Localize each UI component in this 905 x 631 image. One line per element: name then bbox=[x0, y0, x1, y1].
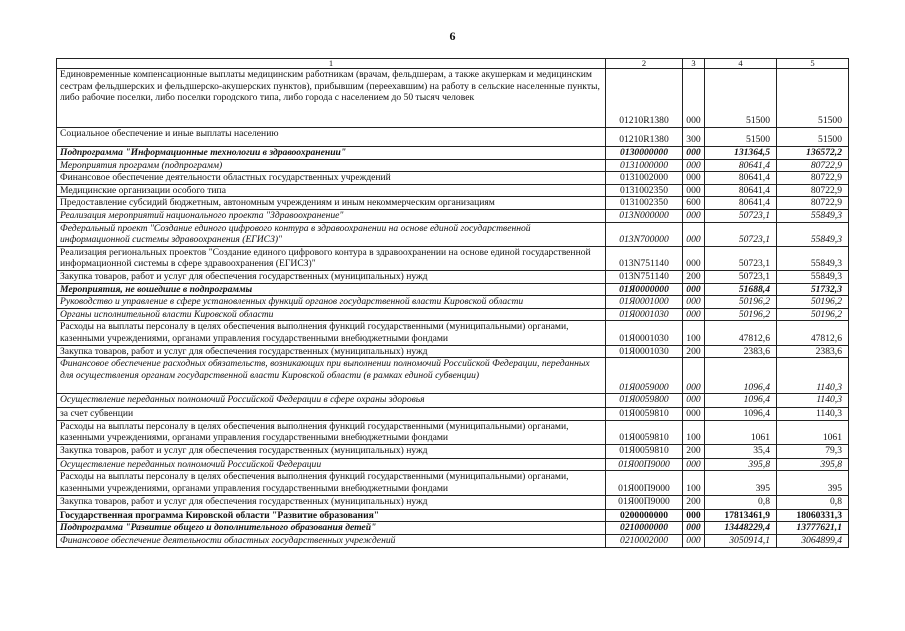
row-code: 0131002350 bbox=[606, 197, 683, 210]
row-code: 01Я00П9000 bbox=[606, 458, 683, 471]
row-description: Реализация региональных проектов "Создание единого цифрового контура в здравоохранении на основе единой государственной информационной системы в сфере здравоохранения (ЕГИСЗ)" bbox=[57, 246, 606, 270]
table-row bbox=[57, 408, 849, 421]
table-row bbox=[57, 209, 849, 222]
row-description: Расходы на выплаты персоналу в целях обеспечения выполнения функций государственными (муниципальными) органами, казенными учреждениями, органами управления государственными внебюджетными фондами bbox=[57, 420, 606, 444]
table-row bbox=[57, 358, 849, 394]
row-amount-2: 0,8 bbox=[777, 495, 849, 509]
row-code: 0210000000 bbox=[606, 522, 683, 535]
row-amount-1: 50723,1 bbox=[705, 209, 777, 222]
table-row bbox=[57, 172, 849, 185]
row-expense-type: 000 bbox=[683, 458, 705, 471]
header-col-description: 1 bbox=[57, 59, 606, 69]
row-amount-2: 136572,2 bbox=[777, 147, 849, 160]
table-row bbox=[57, 394, 849, 408]
row-description: Финансовое обеспечение деятельности областных государственных учреждений bbox=[57, 535, 606, 548]
row-description: Подпрограмма "Информационные технологии в здравоохранении" bbox=[57, 147, 606, 160]
row-description: Закупка товаров, работ и услуг для обеспечения государственных (муниципальных) нужд bbox=[57, 270, 606, 283]
row-expense-type: 000 bbox=[683, 147, 705, 160]
row-expense-type: 000 bbox=[683, 69, 705, 128]
row-expense-type: 200 bbox=[683, 270, 705, 283]
table-row bbox=[57, 246, 849, 270]
row-code: 01Я0059810 bbox=[606, 420, 683, 444]
row-amount-1: 131364,5 bbox=[705, 147, 777, 160]
row-amount-2: 1140,3 bbox=[777, 394, 849, 408]
row-expense-type: 100 bbox=[683, 420, 705, 444]
row-amount-2: 55849,3 bbox=[777, 209, 849, 222]
budget-table bbox=[56, 58, 849, 548]
row-expense-type: 000 bbox=[683, 283, 705, 296]
row-expense-type: 000 bbox=[683, 209, 705, 222]
row-amount-1: 0,8 bbox=[705, 495, 777, 509]
row-expense-type: 200 bbox=[683, 444, 705, 458]
row-description: Осуществление переданных полномочий Российской Федерации bbox=[57, 458, 606, 471]
row-code: 01Я0059810 bbox=[606, 444, 683, 458]
row-expense-type: 000 bbox=[683, 408, 705, 421]
row-amount-1: 50196,2 bbox=[705, 308, 777, 321]
row-code: 013N000000 bbox=[606, 209, 683, 222]
row-expense-type: 000 bbox=[683, 522, 705, 535]
row-amount-2: 80722,9 bbox=[777, 184, 849, 197]
table-row bbox=[57, 296, 849, 309]
row-description: Мероприятия, не вошедшие в подпрограммы bbox=[57, 283, 606, 296]
row-expense-type: 000 bbox=[683, 246, 705, 270]
row-expense-type: 200 bbox=[683, 345, 705, 358]
row-amount-2: 18060331,3 bbox=[777, 509, 849, 522]
header-col-code: 2 bbox=[606, 59, 683, 69]
row-code: 01Я00П9000 bbox=[606, 471, 683, 495]
row-description: Осуществление переданных полномочий Российской Федерации в сфере охраны здоровья bbox=[57, 394, 606, 408]
header-col-amount-1: 4 bbox=[705, 59, 777, 69]
row-amount-2: 51732,3 bbox=[777, 283, 849, 296]
row-code: 01Я0059810 bbox=[606, 408, 683, 421]
header-col-amount-2: 5 bbox=[777, 59, 849, 69]
row-amount-1: 395,8 bbox=[705, 458, 777, 471]
row-amount-2: 50196,2 bbox=[777, 308, 849, 321]
row-amount-2: 13777621,1 bbox=[777, 522, 849, 535]
row-code: 01Я0001030 bbox=[606, 321, 683, 345]
row-amount-1: 80641,4 bbox=[705, 159, 777, 172]
row-description: Финансовое обеспечение деятельности областных государственных учреждений bbox=[57, 172, 606, 185]
row-description: Предоставление субсидий бюджетным, автономным учреждениям и иным некоммерческим организациям bbox=[57, 197, 606, 210]
row-code: 0131000000 bbox=[606, 159, 683, 172]
table-row bbox=[57, 184, 849, 197]
row-amount-2: 55849,3 bbox=[777, 246, 849, 270]
row-expense-type: 000 bbox=[683, 222, 705, 246]
table-row bbox=[57, 128, 849, 147]
row-amount-1: 47812,6 bbox=[705, 321, 777, 345]
table-row bbox=[57, 458, 849, 471]
row-expense-type: 000 bbox=[683, 394, 705, 408]
row-description: Расходы на выплаты персоналу в целях обеспечения выполнения функций государственными (муниципальными) органами, казенными учреждениями, органами управления государственными внебюджетными фондами bbox=[57, 471, 606, 495]
table-row bbox=[57, 308, 849, 321]
table-row bbox=[57, 522, 849, 535]
row-amount-1: 17813461,9 bbox=[705, 509, 777, 522]
row-description: Подпрограмма "Развитие общего и дополнительного образования детей" bbox=[57, 522, 606, 535]
row-expense-type: 600 bbox=[683, 197, 705, 210]
row-code: 01Я0001030 bbox=[606, 308, 683, 321]
row-code: 01Я0001030 bbox=[606, 345, 683, 358]
row-amount-2: 51500 bbox=[777, 128, 849, 147]
row-description: Социальное обеспечение и иные выплаты населению bbox=[57, 128, 606, 147]
row-code: 013N700000 bbox=[606, 222, 683, 246]
row-amount-1: 395 bbox=[705, 471, 777, 495]
row-amount-2: 2383,6 bbox=[777, 345, 849, 358]
row-expense-type: 000 bbox=[683, 172, 705, 185]
row-amount-2: 50196,2 bbox=[777, 296, 849, 309]
table-row bbox=[57, 283, 849, 296]
row-description: Расходы на выплаты персоналу в целях обеспечения выполнения функций государственными (муниципальными) органами, казенными учреждениями, органами управления государственными внебюджетными фондами bbox=[57, 321, 606, 345]
row-amount-1: 50723,1 bbox=[705, 270, 777, 283]
row-amount-1: 80641,4 bbox=[705, 172, 777, 185]
row-amount-2: 79,3 bbox=[777, 444, 849, 458]
row-amount-2: 55849,3 bbox=[777, 270, 849, 283]
row-amount-2: 51500 bbox=[777, 69, 849, 128]
row-amount-1: 50723,1 bbox=[705, 222, 777, 246]
table-row bbox=[57, 159, 849, 172]
row-code: 01Я0001000 bbox=[606, 296, 683, 309]
row-amount-1: 80641,4 bbox=[705, 197, 777, 210]
row-description: Федеральный проект "Создание единого цифрового контура в здравоохранении на основе единой государственной информационной системы здравоохранения (ЕГИСЗ)" bbox=[57, 222, 606, 246]
row-expense-type: 000 bbox=[683, 358, 705, 394]
row-code: 01210R1380 bbox=[606, 128, 683, 147]
row-code: 0210002000 bbox=[606, 535, 683, 548]
row-description: Единовременные компенсационные выплаты медицинским работникам (врачам, фельдшерам, а также акушеркам и медицинским сестрам фельдшерских и фельдшерско-акушерских пунктов), прибывшим (переехавшим) на работу в сельские населенные пункты, либо рабочие поселки, либо поселки городского типа, либо города с населением до 50 тысяч человек bbox=[57, 69, 606, 128]
row-description: Закупка товаров, работ и услуг для обеспечения государственных (муниципальных) нужд bbox=[57, 444, 606, 458]
row-amount-2: 80722,9 bbox=[777, 197, 849, 210]
row-expense-type: 000 bbox=[683, 159, 705, 172]
header-row bbox=[57, 59, 849, 69]
row-description: за счет субвенции bbox=[57, 408, 606, 421]
row-code: 0131002350 bbox=[606, 184, 683, 197]
row-amount-1: 1096,4 bbox=[705, 408, 777, 421]
row-expense-type: 000 bbox=[683, 184, 705, 197]
row-amount-2: 1140,3 bbox=[777, 358, 849, 394]
table-row bbox=[57, 420, 849, 444]
table-row bbox=[57, 197, 849, 210]
row-amount-1: 80641,4 bbox=[705, 184, 777, 197]
table-body bbox=[57, 69, 849, 548]
table-row bbox=[57, 471, 849, 495]
table-row bbox=[57, 495, 849, 509]
row-amount-1: 51500 bbox=[705, 128, 777, 147]
row-amount-2: 3064899,4 bbox=[777, 535, 849, 548]
table-row bbox=[57, 222, 849, 246]
row-description: Медицинские организации особого типа bbox=[57, 184, 606, 197]
row-description: Закупка товаров, работ и услуг для обеспечения государственных (муниципальных) нужд bbox=[57, 345, 606, 358]
row-expense-type: 200 bbox=[683, 495, 705, 509]
row-expense-type: 000 bbox=[683, 509, 705, 522]
row-code: 013N751140 bbox=[606, 246, 683, 270]
table-row bbox=[57, 270, 849, 283]
row-amount-1: 51688,4 bbox=[705, 283, 777, 296]
row-code: 01Я0059000 bbox=[606, 358, 683, 394]
row-amount-2: 1061 bbox=[777, 420, 849, 444]
row-amount-2: 47812,6 bbox=[777, 321, 849, 345]
row-amount-2: 80722,9 bbox=[777, 159, 849, 172]
row-amount-1: 50723,1 bbox=[705, 246, 777, 270]
row-description: Закупка товаров, работ и услуг для обеспечения государственных (муниципальных) нужд bbox=[57, 495, 606, 509]
row-code: 0200000000 bbox=[606, 509, 683, 522]
row-amount-1: 3050914,1 bbox=[705, 535, 777, 548]
page-number: 6 bbox=[449, 29, 456, 43]
row-code: 01Я0059800 bbox=[606, 394, 683, 408]
row-description: Мероприятия программ (подпрограмм) bbox=[57, 159, 606, 172]
table-row bbox=[57, 345, 849, 358]
row-description: Руководство и управление в сфере установленных функций органов государственной власти Кировской области bbox=[57, 296, 606, 309]
header-col-expense-type: 3 bbox=[683, 59, 705, 69]
row-amount-1: 51500 bbox=[705, 69, 777, 128]
table-row bbox=[57, 321, 849, 345]
row-expense-type: 100 bbox=[683, 321, 705, 345]
row-amount-1: 1061 bbox=[705, 420, 777, 444]
row-description: Государственная программа Кировской области "Развитие образования" bbox=[57, 509, 606, 522]
row-expense-type: 000 bbox=[683, 308, 705, 321]
row-amount-1: 1096,4 bbox=[705, 394, 777, 408]
row-expense-type: 300 bbox=[683, 128, 705, 147]
row-description: Органы исполнительной власти Кировской области bbox=[57, 308, 606, 321]
row-code: 0131002000 bbox=[606, 172, 683, 185]
row-code: 01Я00П9000 bbox=[606, 495, 683, 509]
row-amount-1: 2383,6 bbox=[705, 345, 777, 358]
row-code: 01Я0000000 bbox=[606, 283, 683, 296]
row-code: 0130000000 bbox=[606, 147, 683, 160]
row-amount-1: 13448229,4 bbox=[705, 522, 777, 535]
row-amount-2: 395,8 bbox=[777, 458, 849, 471]
row-expense-type: 000 bbox=[683, 535, 705, 548]
row-amount-2: 395 bbox=[777, 471, 849, 495]
row-expense-type: 000 bbox=[683, 296, 705, 309]
row-code: 013N751140 bbox=[606, 270, 683, 283]
row-code: 01210R1380 bbox=[606, 69, 683, 128]
row-amount-2: 1140,3 bbox=[777, 408, 849, 421]
row-amount-2: 80722,9 bbox=[777, 172, 849, 185]
row-amount-1: 1096,4 bbox=[705, 358, 777, 394]
row-amount-2: 55849,3 bbox=[777, 222, 849, 246]
row-amount-1: 50196,2 bbox=[705, 296, 777, 309]
row-amount-1: 35,4 bbox=[705, 444, 777, 458]
table-row bbox=[57, 69, 849, 128]
table-row bbox=[57, 509, 849, 522]
table-row bbox=[57, 535, 849, 548]
table-row bbox=[57, 444, 849, 458]
row-description: Финансовое обеспечение расходных обязательств, возникающих при выполнении полномочий Российской Федерации, переданных для осуществления органам государственной власти Кировской области (в рамках единой субвенции) bbox=[57, 358, 606, 394]
row-expense-type: 100 bbox=[683, 471, 705, 495]
table-row bbox=[57, 147, 849, 160]
row-description: Реализация мероприятий национального проекта "Здравоохранение" bbox=[57, 209, 606, 222]
